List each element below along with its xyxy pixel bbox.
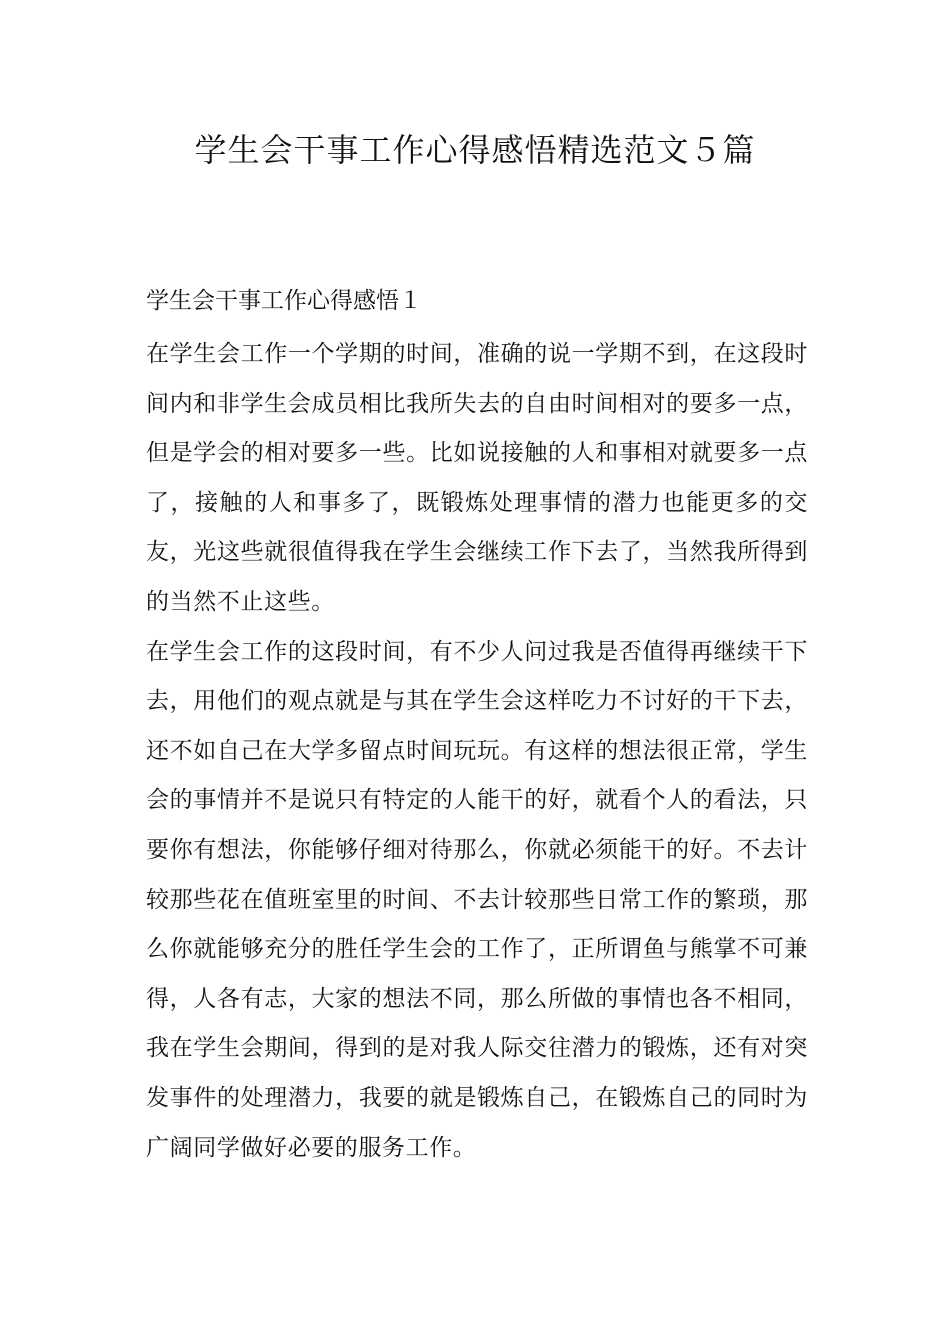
document-title: 学生会干事工作心得感悟精选范文５篇 <box>194 131 756 169</box>
paragraph-1: 在学生会工作一个学期的时间，准确的说一学期不到，在这段时间内和非学生会成员相比我所失去的自由时间相对的要多一点，但是学会的相对要多一些。比如说接触的人和事相对就要多一点了，接触的人和事多了，既锻炼处理事情的潜力也能更多的交友，光这些就很值得我在学生会继续工作下去了，当然我所得到的当然不止这些。 <box>146 341 808 615</box>
paragraph-2: 在学生会工作的这段时间，有不少人问过我是否值得再继续干下去，用他们的观点就是与其在学生会这样吃力不讨好的干下去，还不如自己在大学多留点时间玩玩。有这样的想法很正常，学生会的事情并不是说只有特定的人能干的好，就看个人的看法，只要你有想法，你能够仔细对待那么，你就必须能干的好。不去计较那些花在值班室里的时间、不去计较那些日常工作的繁琐，那么你就能够充分的胜任学生会的工作了，正所谓鱼与熊掌不可兼得，人各有志，大家的想法不同，那么所做的事情也各不相同，我在学生会期间，得到的是对我人际交往潜力的锻炼，还有对突发事件的处理潜力，我要的就是锻炼自己，在锻炼自己的同时为广阔同学做好必要的服务工作。 <box>146 638 808 1161</box>
document-body <box>146 281 808 1173</box>
section-heading: 学生会干事工作心得感悟１ <box>146 288 422 314</box>
